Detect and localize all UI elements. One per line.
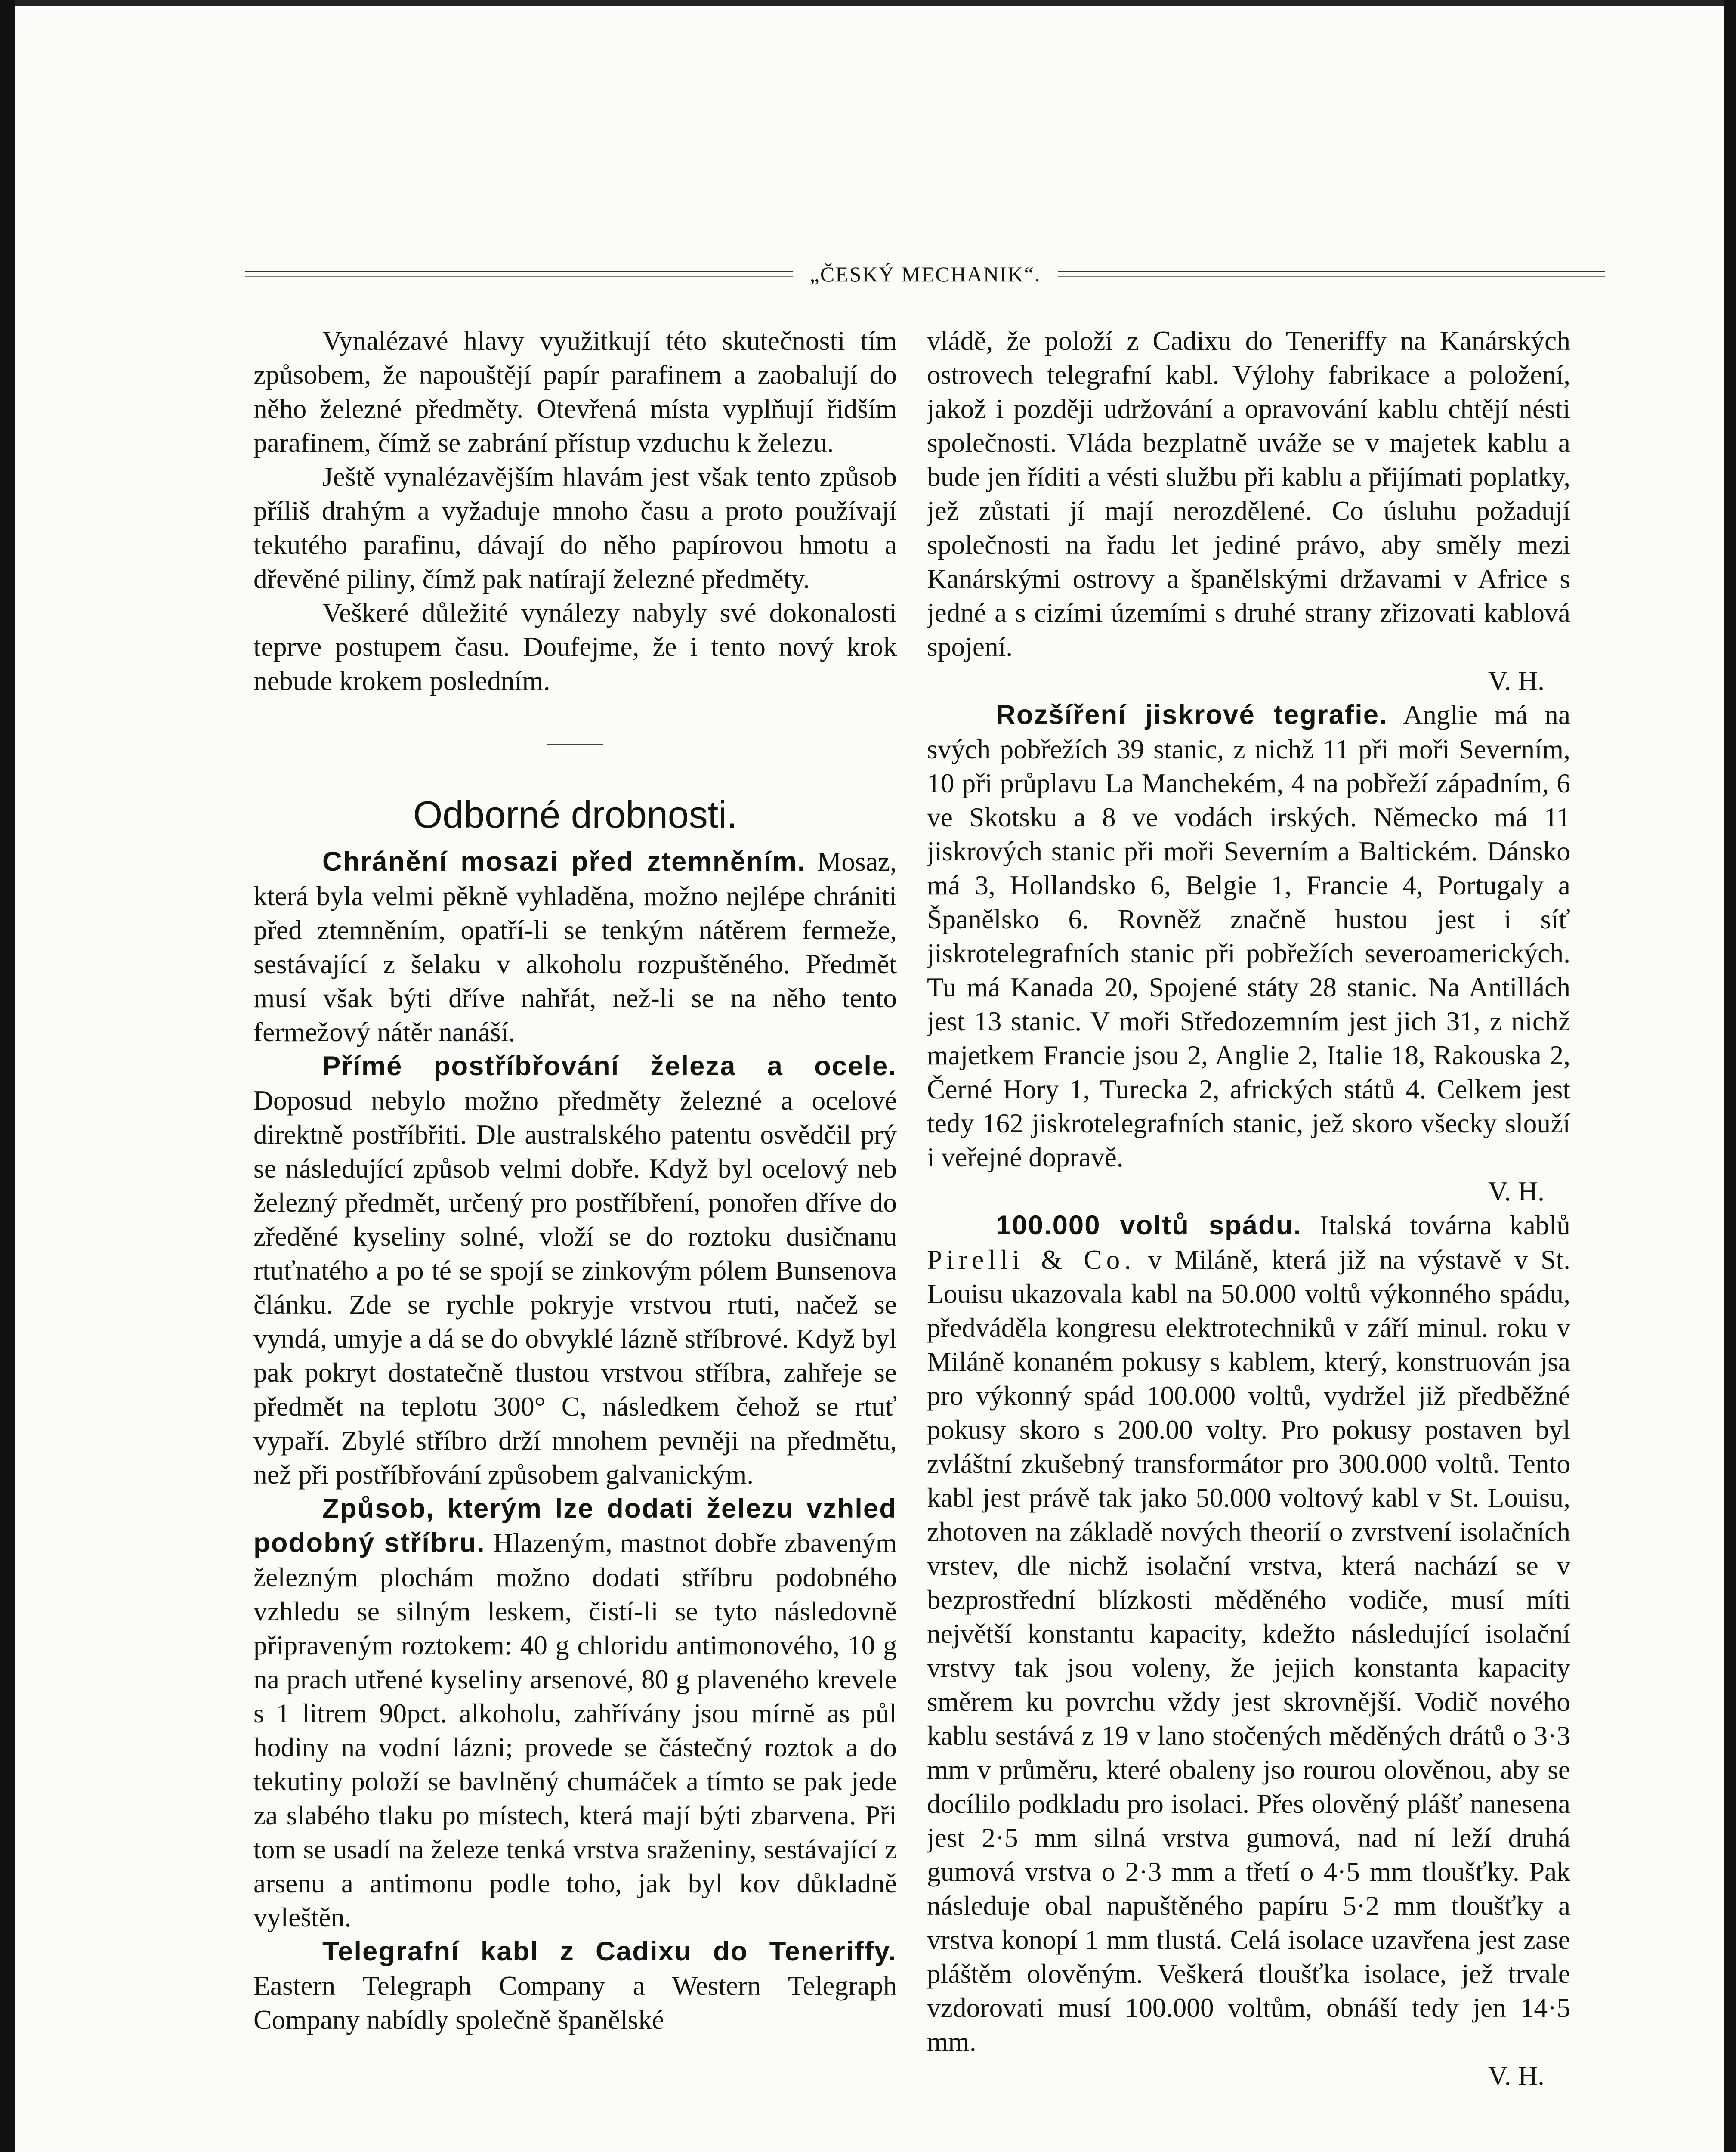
company-name-pirelli: Pirelli & Co.: [927, 1244, 1136, 1275]
signature-jiskrova-telegrafie: V. H.: [1488, 1176, 1544, 1206]
article-title-kabl-cadix: Telegrafní kabl z Cadixu do Teneriffy.: [322, 1936, 897, 1966]
header-rule-left: [245, 271, 793, 277]
article-vzhled-stribra: [253, 1491, 897, 1934]
article-body-mosaz: Mosaz, která byla velmi pěkně vyhladěna, možno nejlépe chrániti před ztemněním, opatří-li se tenkým nátěrem fermeže, sestávající z šelaku v alkoholu rozpuštěného. Předmět musí však býti dříve nahřát, než-li se na něho tento fermežový nátěr nanáší.: [253, 846, 897, 1047]
article-body-postribrovani: Doposud nebylo možno předměty železné a ocelové direktně postříbřiti. Dle australského patentu osvědčil prý se následující způsob velmi dobře. Když byl ocelový neb železný předmět, určený pro postříbření, ponořen dříve do zředěné kyseliny solné, vloží se do roztoku dusičnanu rtuťnatého a po té se spojí se zinkovým pólem Bunsenova článku. Zde se rychle pokryje vrstvou rtuti, načež se vyndá, umyje a dá se do obvyklé lázně stříbrové. Když byl pak pokryt dostatečně tlustou vrstvou stříbra, zahřeje se předmět na teplotu 300° C, následkem čehož se rtuť vypaří. Zbylé stříbro drží mnohem pevněji na předmětu, než při postříbřování způsobem galvanickým.: [253, 1085, 897, 1490]
article-postribrovani: [253, 1049, 897, 1491]
article-title-postribrovani: Přímé postříbřování železa a ocele.: [322, 1051, 897, 1081]
signature-kabl-cadix: V. H.: [1488, 665, 1544, 696]
left-column: [253, 324, 897, 2152]
article-intro-100000-voltu: Italská továrna kablů: [1319, 1210, 1570, 1240]
article-body-vzhled-stribra: Hlazeným, mastnot dobře zbaveným železným plochám možno dodati stříbru podobného vzhledu se silným leskem, čistí-li se tyto následovně připraveným roztokem: 40 g chloridu antimonového, 10 g na prach utřené kyseliny arsenové, 80 g plaveného krevele s 1 litrem 90pct. alkoholu, zahřívány jsou mírně as půl hodiny na vodní lázni; provede se částečný roztok a do tekutiny položí se bavlněný chumáček a tímto se pak jede za slabého tlaku po místech, která mají býti zbarvena. Při tom se usadí na železe tenká vrstva sraženiny, sestávající z arsenu a antimonu podle toho, jak byl kov důkladně vyleštěn.: [253, 1527, 897, 1932]
article-title-mosaz: Chránění mosazi před ztemněním.: [322, 847, 806, 877]
article-body-100000-voltu: v Miláně, která již na výstavě v St. Louisu ukazovala kabl na 50.000 voltů výkonného spádu, předváděla kongresu elektrotechniků v září minul. roku v Miláně konaném pokusy s kablem, který, konstruován jsa pro výkonný spád 100.000 voltů, vydržel již předběžné pokusy skoro s 200.00 volty. Pro pokusy postaven byl zvláštní zkušebný transformátor pro 300.000 voltů. Tento kabl jest právě tak jako 50.000 voltový kabl v St. Louisu, zhotoven na základě nových theorií o zvrstvení isolačních vrstev, dle nichž isolační vrstva, která nachází se v bezprostřední blízkosti měděného vodiče, musí míti největší konstantu kapacity, kdežto následující isolační vrstvy tak jsou voleny, že jejich konstanta kapacity směrem ku povrchu vždy jest skrovnější. Vodič nového kablu sestává z 19 v lano stočených měděných drátů o 3·3 mm v průměru, které obaleny jso rourou olověnou, aby se docílilo podkladu pro isolaci. Přes olověný plášť nanesena jest 2·5 mm silná vrstva gumová, nad ní leží druhá gumová vrstva o 2·3 mm a třetí o 4·5 mm tloušťky. Pak následuje obal napuštěného papíru 5·2 mm tloušťky a vrstva konopí 1 mm tlustá. Celá isolace uzavřena jest zase pláštěm olověným. Veškerá tloušťka isolace, jež trvale vzdorovati musí 100.000 voltům, obnáší tedy jen 14·5 mm.: [927, 1244, 1570, 2057]
article-title-100000-voltu: 100.000 voltů spádu.: [996, 1210, 1302, 1240]
header-rule-right: [1058, 271, 1605, 277]
article-body-kabl-cadix: Eastern Telegraph Company a Western Telegraph Company nabídly společně španělské: [253, 1970, 897, 2035]
running-title: „ČESKÝ MECHANIK“.: [809, 262, 1041, 286]
article-title-jiskrova-telegrafie: Rozšíření jiskrové tegrafie.: [996, 700, 1388, 730]
article-kabl-cadix: [253, 1934, 897, 2037]
article-mosaz: [253, 844, 897, 1049]
intro-paragraph-3: Veškeré důležité vynálezy nabyly své dokonalosti teprve postupem času. Doufejme, že i tento nový krok nebude krokem posledním.: [253, 597, 897, 696]
article-100000-voltu: [927, 1208, 1570, 2059]
section-title: Odborné drobnosti.: [413, 793, 738, 836]
intro-paragraph-1: Vynalézavé hlavy využitkují této skutečnosti tím způsobem, že napouštějí papír parafinem a zaobalují do něho železné předměty. Otevřená místa vyplňují řidším parafinem, čímž se zabrání přístup vzduchu k železu.: [253, 325, 897, 458]
article-kabl-cadix-continued: vládě, že položí z Cadixu do Teneriffy na Kanárských ostrovech telegrafní kabl. Výlohy fabrikace a položení, jakož i později udržování a opravování kablu chtějí nésti společnosti. Vláda bezplatně uváže se v majetek kablu a bude jen říditi a vésti službu při kablu a přijímati poplatky, jež zůstati jí mají nerozdělené. Co úsluhu požadují společnosti na řadu let jediné právo, aby směly mezi Kanárskými ostrovy a španělskými državami v Africe s jedné a s cizími územími s druhé strany zřizovati kablová spojení.: [927, 325, 1570, 662]
scan-border-left: [0, 0, 15, 2152]
article-title-vzhled-stribra: Způsob, kterým lze dodati železu vzhled podobný stříbru.: [253, 1493, 897, 1558]
article-jiskrova-telegrafie: [927, 698, 1570, 1174]
intro-paragraph-2: Ještě vynalézavějším hlavám jest však tento způsob příliš drahým a vyžaduje mnoho času a proto používají tekutého parafinu, dávají do něho papírovou hmotu a dřevěné piliny, čímž pak natírají železné předměty.: [253, 461, 897, 594]
signature-100000-voltu: V. H.: [1488, 2060, 1544, 2091]
article-body-jiskrova-telegrafie: Anglie má na svých pobřežích 39 stanic, z nichž 11 při moři Severním, 10 při průplavu La Manchekém, 4 na pobřeží západním, 6 ve Skotsku a 8 ve vodách irských. Německo má 11 jiskrových stanic při moři Severním a Baltickém. Dánsko má 3, Hollandsko 6, Belgie 1, Francie 4, Portugaly a Španělsko 6. Rovněž značně hustou jest i síť jiskrotelegrafních stanic při pobřežích severoamerických. Tu má Kanada 20, Spojené státy 28 stanic. Na Antillách jest 13 stanic. V moři Středozemním jest jich 31, z nichž majetkem Francie jsou 2, Anglie 2, Italie 18, Rakouska 2, Černé Hory 1, Turecka 2, afrických států 4. Celkem jest tedy 162 jiskrotelegrafních stanic, jež skoro všecky slouží i veřejné dopravě.: [927, 699, 1570, 1172]
right-column: [927, 324, 1570, 2152]
section-divider: [547, 744, 603, 745]
scan-border-right: [1724, 0, 1736, 2152]
scan-border-top: [0, 0, 1736, 6]
running-header: [245, 255, 1605, 294]
